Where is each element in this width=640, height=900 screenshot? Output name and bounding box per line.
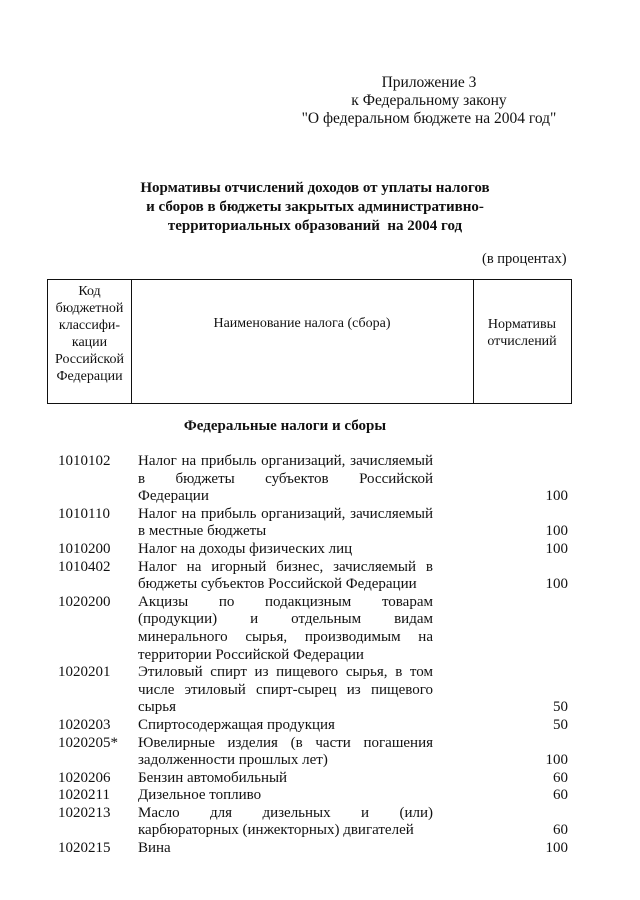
tax-name xyxy=(138,506,433,541)
document-title xyxy=(110,179,520,236)
norm-value: 100 xyxy=(545,840,568,857)
table-row xyxy=(0,453,640,506)
norm-value: 100 xyxy=(545,523,568,540)
title-line-1: Нормативы отчислений доходов от уплаты налогов xyxy=(140,180,490,196)
table-row xyxy=(0,594,640,664)
budget-code: 1020205* xyxy=(58,734,118,751)
budget-code: 1020215 xyxy=(58,840,111,857)
tax-name-line: Дизельное топливо xyxy=(138,787,262,804)
budget-code: 1010110 xyxy=(58,505,110,522)
norm-value: 50 xyxy=(553,716,568,733)
norm-value: 60 xyxy=(553,769,568,786)
appendix-line-1: Приложение 3 xyxy=(381,74,477,91)
tax-name-line: Ювелирные изделия (в части погашения xyxy=(138,734,433,751)
header-norm-cell xyxy=(473,280,571,403)
section-title: Федеральные налоги и сборы xyxy=(183,418,387,434)
tax-name-line: Налог на доходы физических лиц xyxy=(138,540,353,557)
tax-name-line: сырья xyxy=(138,699,176,716)
appendix-heading xyxy=(284,74,574,128)
norm-value: 100 xyxy=(545,540,568,557)
header-code-line: бюджетной xyxy=(55,301,124,316)
header-code-line: Российской xyxy=(55,352,124,367)
norm-value: 60 xyxy=(553,822,568,839)
title-line-2: и сборов в бюджеты закрытых административно- xyxy=(146,199,484,215)
tax-name-line: Спиртосодержащая продукция xyxy=(138,716,335,733)
header-norm-line: отчислений xyxy=(487,334,557,349)
table-row xyxy=(0,735,640,770)
budget-code: 1020211 xyxy=(58,787,110,804)
budget-code: 1010402 xyxy=(58,558,111,575)
norm-value: 100 xyxy=(545,576,568,593)
table-row xyxy=(0,541,640,559)
budget-code: 1020206 xyxy=(58,769,111,786)
table-row xyxy=(0,506,640,541)
tax-name xyxy=(138,787,433,805)
header-name-label: Наименование налога (сбора) xyxy=(213,316,391,331)
header-code-cell xyxy=(48,280,132,403)
header-code-line: кации xyxy=(71,335,108,350)
tax-name xyxy=(138,559,433,594)
budget-code: 1020203 xyxy=(58,716,111,733)
budget-code: 1010102 xyxy=(58,453,111,469)
tax-name-line: Налог на прибыль организаций, зачисляемый xyxy=(138,505,433,522)
tax-name xyxy=(138,541,433,559)
table-row xyxy=(0,805,640,840)
tax-name xyxy=(138,453,433,506)
tax-name-line: Акцизы по подакцизным товарам xyxy=(138,593,433,610)
tax-name-line: Федерации xyxy=(138,488,209,505)
tax-name-line: Вина xyxy=(138,840,171,857)
norm-value: 100 xyxy=(545,488,568,505)
table-row xyxy=(0,717,640,735)
tax-name-line: задолженности прошлых лет) xyxy=(138,752,328,769)
tax-name xyxy=(138,840,433,858)
header-norm-line: Нормативы xyxy=(487,317,557,332)
table-row xyxy=(0,770,640,788)
tax-name-line: бюджеты субъектов Российской Федерации xyxy=(138,576,417,593)
title-line-3: территориальных образований на 2004 год xyxy=(167,218,463,234)
tax-name xyxy=(138,735,433,770)
norm-value: 60 xyxy=(553,787,568,804)
tax-name xyxy=(138,805,433,840)
tax-name-line: (продукции) и отдельным видам xyxy=(138,611,433,628)
tax-name-line: в бюджеты субъектов Российской xyxy=(138,470,433,487)
norm-value: 100 xyxy=(545,752,568,769)
header-code-line: Код xyxy=(78,284,101,299)
tax-name-line: числе этиловый спирт-сырец из пищевого xyxy=(138,681,433,698)
tax-name xyxy=(138,770,433,788)
tax-name-line: Этиловый спирт из пищевого сырья, в том xyxy=(138,664,433,681)
table-row xyxy=(0,840,640,858)
table-header xyxy=(47,279,572,404)
header-name-cell xyxy=(131,280,474,403)
tax-name xyxy=(138,664,433,717)
tax-name-line: Бензин автомобильный xyxy=(138,769,288,786)
tax-name-line: территории Российской Федерации xyxy=(138,646,364,663)
tax-name xyxy=(138,594,433,664)
tax-name-line: в местные бюджеты xyxy=(138,523,267,540)
budget-code: 1020201 xyxy=(58,664,111,681)
budget-code: 1020200 xyxy=(58,593,111,610)
table-row xyxy=(0,787,640,805)
header-code-line: классифи- xyxy=(58,318,121,333)
appendix-line-3: "О федеральном бюджете на 2004 год" xyxy=(301,110,557,127)
budget-code: 1020213 xyxy=(58,804,111,821)
tax-name-line: минерального сырья, производимым на xyxy=(138,628,433,645)
appendix-line-2: к Федеральному закону xyxy=(351,92,507,109)
tax-rows xyxy=(0,453,640,858)
norm-value: 50 xyxy=(553,699,568,716)
tax-name-line: Налог на прибыль организаций, зачисляемый xyxy=(138,453,433,469)
tax-name-line: Масло для дизельных и (или) xyxy=(138,804,433,821)
table-row xyxy=(0,559,640,594)
budget-code: 1010200 xyxy=(58,540,111,557)
tax-name-line: карбюраторных (инжекторных) двигателей xyxy=(138,822,414,839)
tax-name xyxy=(138,717,433,735)
units-note: (в процентах) xyxy=(482,251,567,267)
header-code-line: Федерации xyxy=(56,369,123,384)
tax-name-line: Налог на игорный бизнес, зачисляемый в xyxy=(138,558,433,575)
table-row xyxy=(0,664,640,717)
